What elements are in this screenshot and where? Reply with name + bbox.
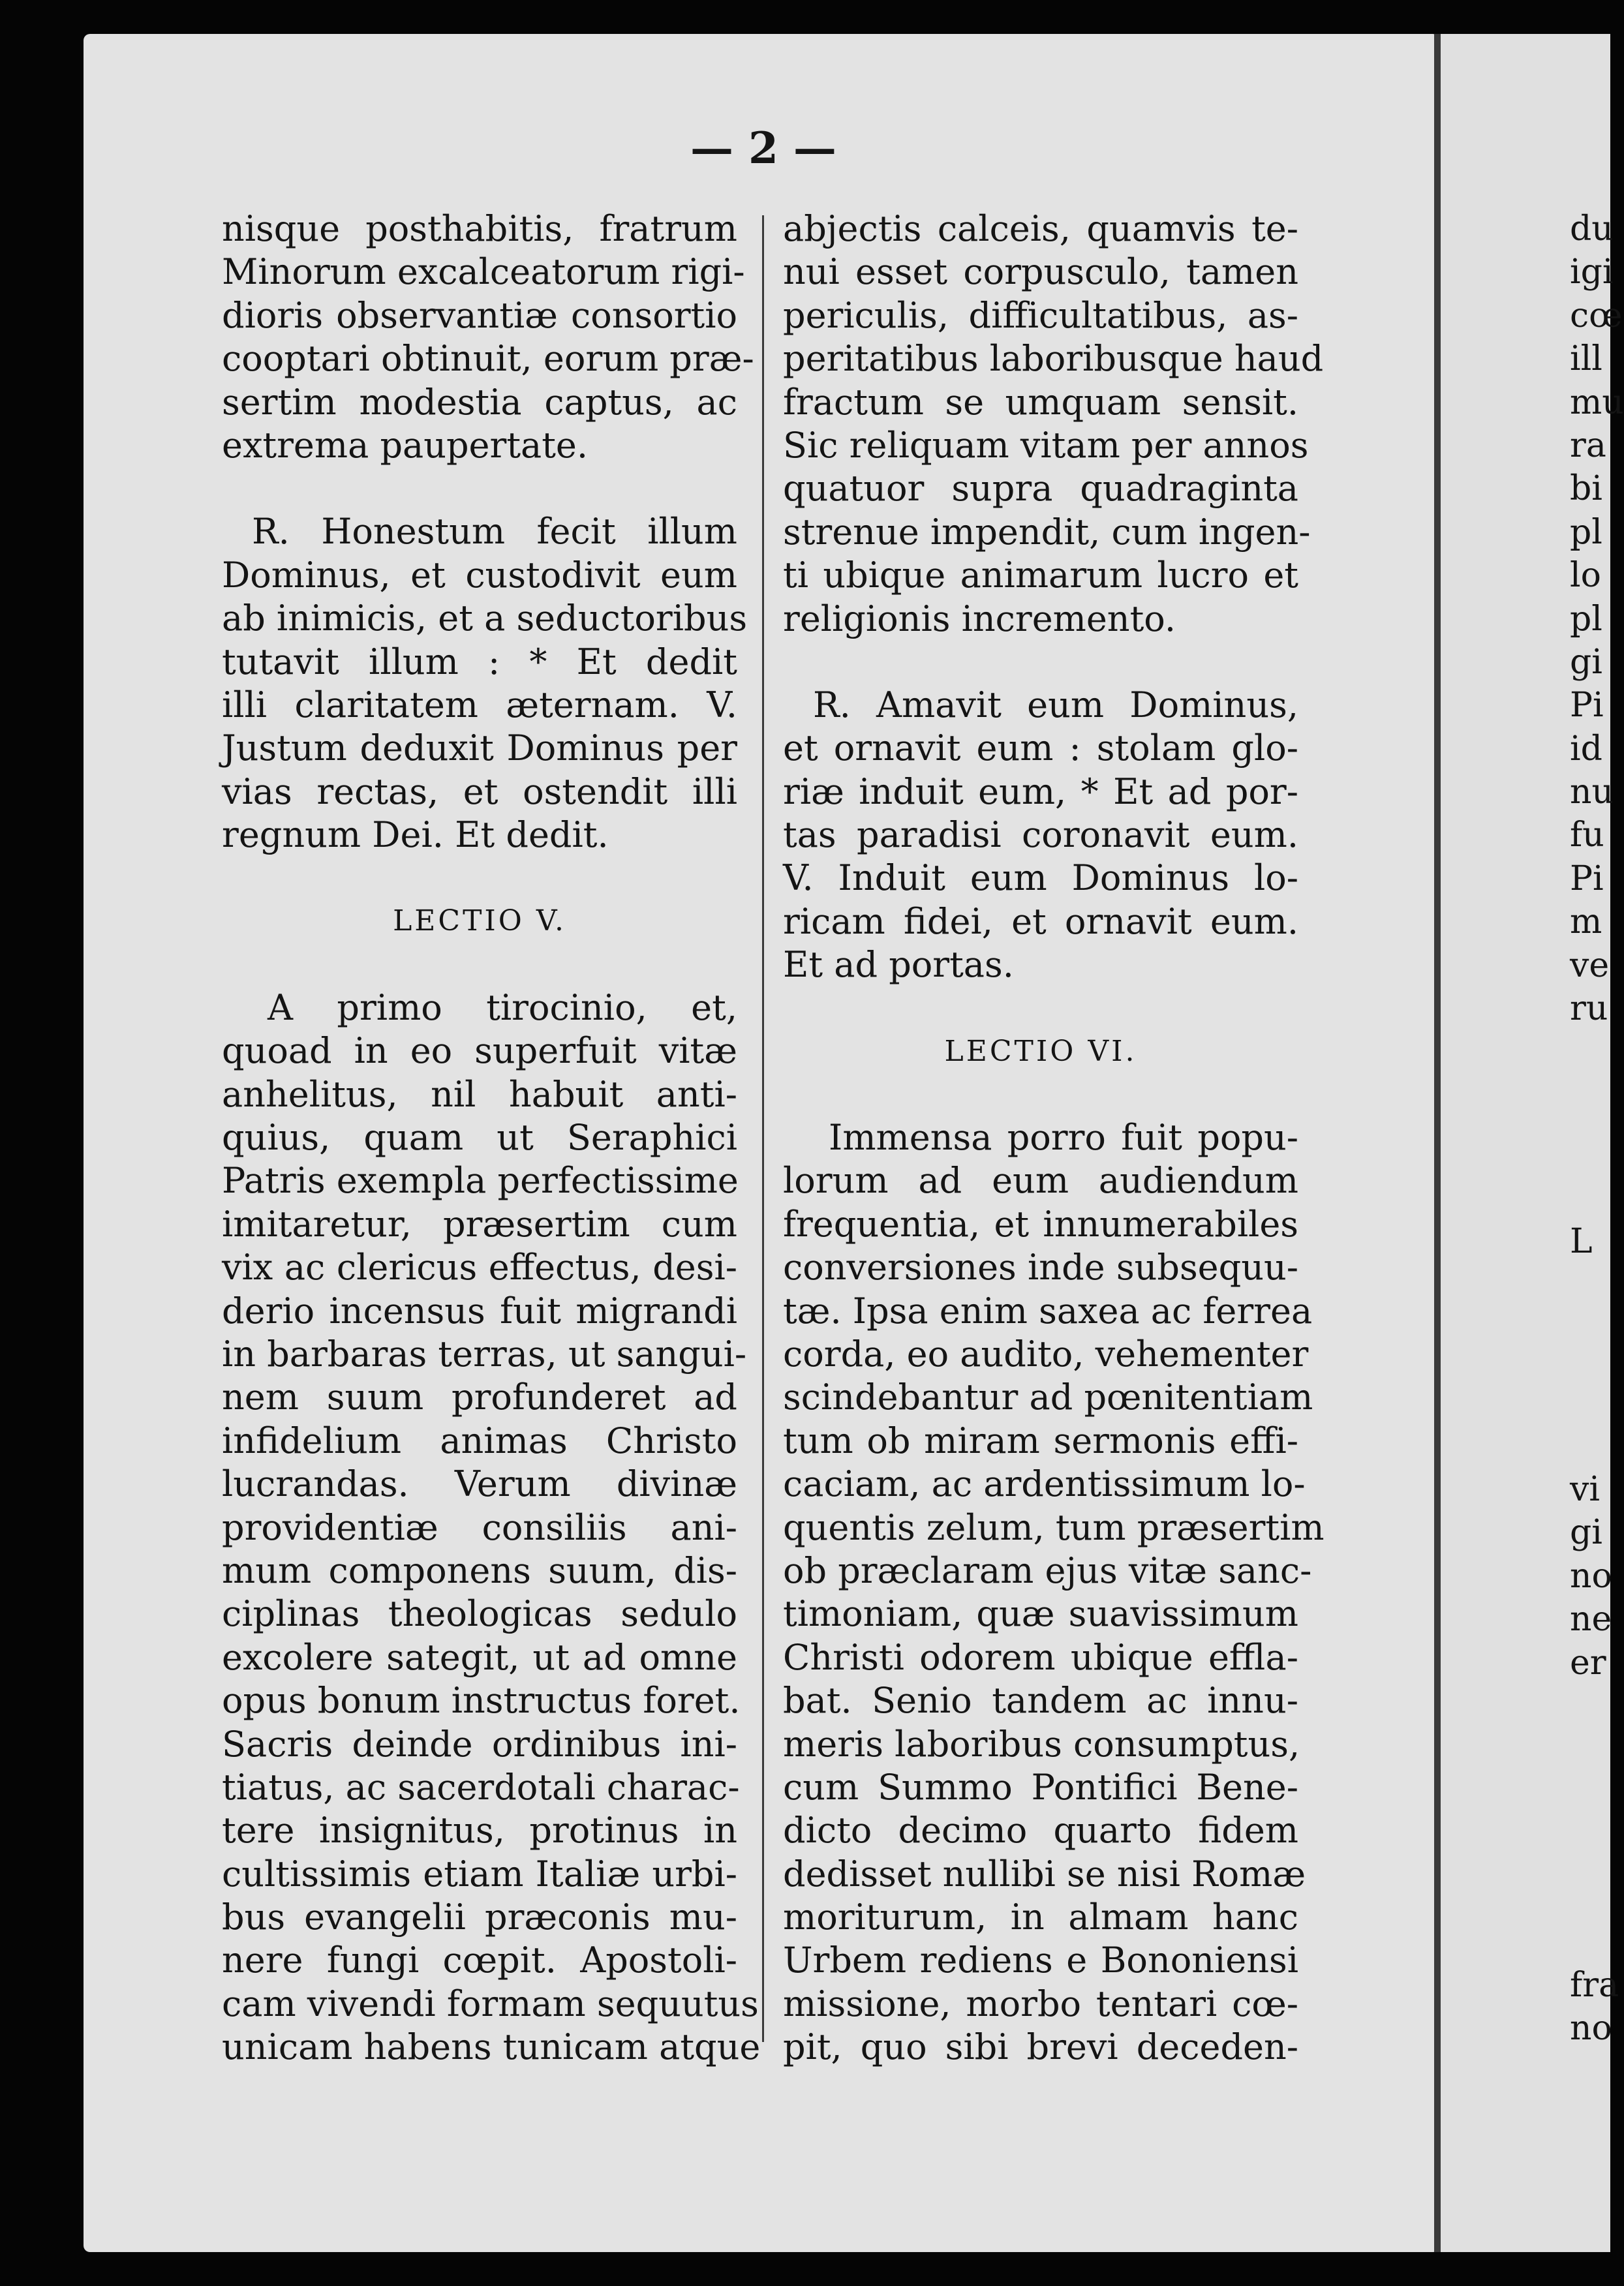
text-line: missione, morbo tentari cœ- bbox=[783, 1983, 1298, 2024]
text-line: nisque posthabitis, fratrum bbox=[222, 208, 737, 249]
adjacent-page-fragment: fra bbox=[1570, 1966, 1619, 2005]
text-line: sertim modestia captus, ac bbox=[222, 381, 737, 423]
text-line: lucrandas. Verum divinæ bbox=[222, 1463, 737, 1505]
adjacent-page-fragment: id bbox=[1570, 729, 1602, 769]
text-line: frequentia, et innumerabiles bbox=[783, 1203, 1298, 1245]
text-line: ciplinas theologicas sedulo bbox=[222, 1593, 737, 1635]
text-line: fractum se umquam sensit. bbox=[783, 381, 1298, 423]
paragraph-gap bbox=[783, 641, 1298, 684]
text-line: A primo tirocinio, et, bbox=[268, 986, 737, 1028]
text-line: Justum deduxit Dominus per bbox=[222, 727, 737, 769]
text-line: ricam fidei, et ornavit eum. bbox=[783, 900, 1298, 942]
text-line: mum componens suum, dis- bbox=[222, 1549, 737, 1591]
text-line: tutavit illum : * Et dedit bbox=[222, 641, 737, 682]
paragraph-gap bbox=[222, 467, 737, 510]
text-line: pit, quo sibi brevi deceden- bbox=[783, 2026, 1298, 2068]
text-line: quoad in eo superfuit vitæ bbox=[222, 1030, 737, 1072]
adjacent-page-fragment: er bbox=[1570, 1643, 1606, 1683]
text-line: infidelium animas Christo bbox=[222, 1420, 737, 1461]
text-line: regnum Dei. Et dedit. bbox=[222, 814, 609, 856]
text-line: anhelitus, nil habuit anti- bbox=[222, 1073, 737, 1115]
text-line: conversiones inde subsequu- bbox=[783, 1247, 1298, 1288]
text-line: quentis zelum, tum præsertim bbox=[783, 1506, 1325, 1548]
section-heading: LECTIO VI. bbox=[944, 1034, 1137, 1068]
text-line: Patris exempla perfectissime bbox=[222, 1160, 739, 1202]
text-line: opus bonum instructus foret. bbox=[222, 1680, 741, 1722]
text-line: R. Amavit eum Dominus, bbox=[813, 684, 1298, 725]
text-line: timoniam, quæ suavissimum bbox=[783, 1593, 1298, 1635]
adjacent-page-fragment: Pi bbox=[1570, 686, 1604, 725]
text-line: dedisset nullibi se nisi Romæ bbox=[783, 1853, 1306, 1895]
text-line: ob præclaram ejus vitæ sanc- bbox=[783, 1549, 1312, 1591]
text-line: imitaretur, præsertim cum bbox=[222, 1203, 737, 1245]
adjacent-page-fragment: ru bbox=[1570, 989, 1608, 1029]
adjacent-page-text-bottom bbox=[1441, 1964, 1619, 2050]
text-line: tæ. Ipsa enim saxea ac ferrea bbox=[783, 1290, 1313, 1332]
text-line: abjectis calceis, quamvis te- bbox=[783, 208, 1298, 249]
text-line: quatuor supra quadraginta bbox=[783, 468, 1298, 510]
text-line: V. Induit eum Dominus lo- bbox=[783, 857, 1298, 899]
text-line: lorum ad eum audiendum bbox=[783, 1160, 1298, 1202]
adjacent-page-fragment: m bbox=[1570, 902, 1602, 942]
adjacent-page-fragment: pl bbox=[1570, 599, 1602, 639]
adjacent-page-fragment: lo bbox=[1570, 556, 1601, 596]
text-line: excolere sategit, ut ad omne bbox=[222, 1636, 737, 1678]
text-line: ab inimicis, et a seductoribus bbox=[222, 598, 748, 639]
adjacent-page-fragment: ne bbox=[1570, 1600, 1612, 1639]
text-line: R. Honestum fecit illum bbox=[252, 511, 737, 553]
text-line: tas paradisi coronavit eum. bbox=[783, 814, 1298, 856]
text-line: derio incensus fuit migrandi bbox=[222, 1290, 737, 1332]
text-line: cum Summo Pontifici Bene- bbox=[783, 1766, 1298, 1808]
page-number: — 2 — bbox=[690, 123, 836, 174]
text-line: in barbaras terras, ut sangui- bbox=[222, 1333, 747, 1375]
adjacent-page-fragment: cœ bbox=[1570, 296, 1623, 335]
text-line: Sic reliquam vitam per annos bbox=[783, 424, 1309, 466]
adjacent-page-fragment: ra bbox=[1570, 425, 1606, 465]
text-line: dicto decimo quarto fidem bbox=[783, 1810, 1298, 1852]
text-line: religionis incremento. bbox=[783, 598, 1176, 639]
text-line: nere fungi cœpit. Apostoli- bbox=[222, 1940, 737, 1981]
adjacent-page-fragment: bi bbox=[1570, 469, 1602, 509]
adjacent-page-fragment: Pi bbox=[1570, 859, 1604, 898]
text-line: caciam, ac ardentissimum lo- bbox=[783, 1463, 1306, 1505]
text-line: moriturum, in almam hanc bbox=[783, 1897, 1298, 1938]
adjacent-page-text-middle bbox=[1441, 1220, 1610, 1263]
text-line: bus evangelii præconis mu- bbox=[222, 1897, 737, 1938]
text-line: nem suum profunderet ad bbox=[222, 1377, 737, 1418]
text-line: bat. Senio tandem ac innu- bbox=[783, 1680, 1298, 1722]
column-divider bbox=[762, 215, 764, 2042]
text-line: Dominus, et custodivit eum bbox=[222, 554, 737, 596]
text-line: meris laboribus consumptus, bbox=[783, 1723, 1300, 1765]
text-line: scindebantur ad pœnitentiam bbox=[783, 1377, 1313, 1418]
text-line: strenue impendit, cum ingen- bbox=[783, 511, 1311, 553]
text-line: quius, quam ut Seraphici bbox=[222, 1117, 737, 1159]
adjacent-page-fragment: nu bbox=[1570, 772, 1614, 812]
left-text-column bbox=[222, 207, 761, 2069]
text-line: Urbem rediens e Bononiensi bbox=[783, 1940, 1298, 1981]
text-line: Minorum excalceatorum rigi- bbox=[222, 251, 745, 293]
text-line: Et ad portas. bbox=[783, 944, 1014, 986]
adjacent-page-fragment: du bbox=[1570, 209, 1614, 249]
section-heading: LECTIO V. bbox=[393, 904, 566, 938]
text-line: Immensa porro fuit popu- bbox=[829, 1117, 1298, 1159]
text-line: illi claritatem æternam. V. bbox=[222, 684, 737, 725]
text-line: Christi odorem ubique effla- bbox=[783, 1636, 1298, 1678]
text-line: cooptari obtinuit, eorum præ- bbox=[222, 338, 754, 380]
text-line: et ornavit eum : stolam glo- bbox=[783, 727, 1298, 769]
paragraph-gap bbox=[783, 1073, 1298, 1116]
adjacent-page-fragment: pl bbox=[1570, 512, 1602, 552]
adjacent-page-text-top bbox=[1441, 207, 1624, 1030]
text-line: cam vivendi formam sequutus bbox=[222, 1983, 759, 2024]
text-line: extrema paupertate. bbox=[222, 424, 589, 466]
adjacent-page-fragment: igi bbox=[1570, 252, 1614, 292]
text-line: tere insignitus, protinus in bbox=[222, 1810, 737, 1852]
adjacent-page-fragment: ve bbox=[1570, 945, 1610, 985]
adjacent-page-fragment: gi bbox=[1570, 1513, 1602, 1553]
text-line: tum ob miram sermonis effi- bbox=[783, 1420, 1298, 1461]
text-line: unicam habens tunicam atque bbox=[222, 2026, 761, 2068]
adjacent-page-fragment: vi bbox=[1570, 1470, 1601, 1509]
paragraph-gap bbox=[222, 943, 737, 986]
adjacent-page-fragment: L bbox=[1570, 1222, 1593, 1261]
text-line: Sacris deinde ordinibus ini- bbox=[222, 1723, 737, 1765]
adjacent-page-text-lower bbox=[1441, 1468, 1610, 1684]
text-line: periculis, difficultatibus, as- bbox=[783, 294, 1298, 336]
text-line: vias rectas, et ostendit illi bbox=[222, 770, 737, 812]
text-line: cultissimis etiam Italiæ urbi- bbox=[222, 1853, 737, 1895]
paragraph-gap bbox=[222, 857, 737, 900]
adjacent-page-fragment: gi bbox=[1570, 642, 1602, 682]
text-line: riæ induit eum, * Et ad por- bbox=[783, 770, 1298, 812]
adjacent-page-fragment: fu bbox=[1570, 815, 1604, 855]
adjacent-page-fragment: ill bbox=[1570, 339, 1602, 379]
text-line: corda, eo audito, vehementer bbox=[783, 1333, 1309, 1375]
text-line: dioris observantiæ consortio bbox=[222, 294, 737, 336]
text-line: nui esset corpusculo, tamen bbox=[783, 251, 1298, 293]
paragraph-gap bbox=[783, 987, 1298, 1030]
text-line: ti ubique animarum lucro et bbox=[783, 555, 1298, 596]
adjacent-page-fragment: no bbox=[1570, 1556, 1612, 1596]
text-line: peritatibus laboribusque haud bbox=[783, 338, 1324, 380]
adjacent-page-fragment: no bbox=[1570, 2009, 1612, 2049]
text-line: tiatus, ac sacerdotali charac- bbox=[222, 1766, 740, 1808]
right-text-column bbox=[783, 207, 1325, 2069]
adjacent-page-fragment: mu bbox=[1570, 382, 1624, 422]
text-line: providentiæ consiliis ani- bbox=[222, 1506, 737, 1548]
text-line: vix ac clericus effectus, desi- bbox=[222, 1247, 737, 1288]
